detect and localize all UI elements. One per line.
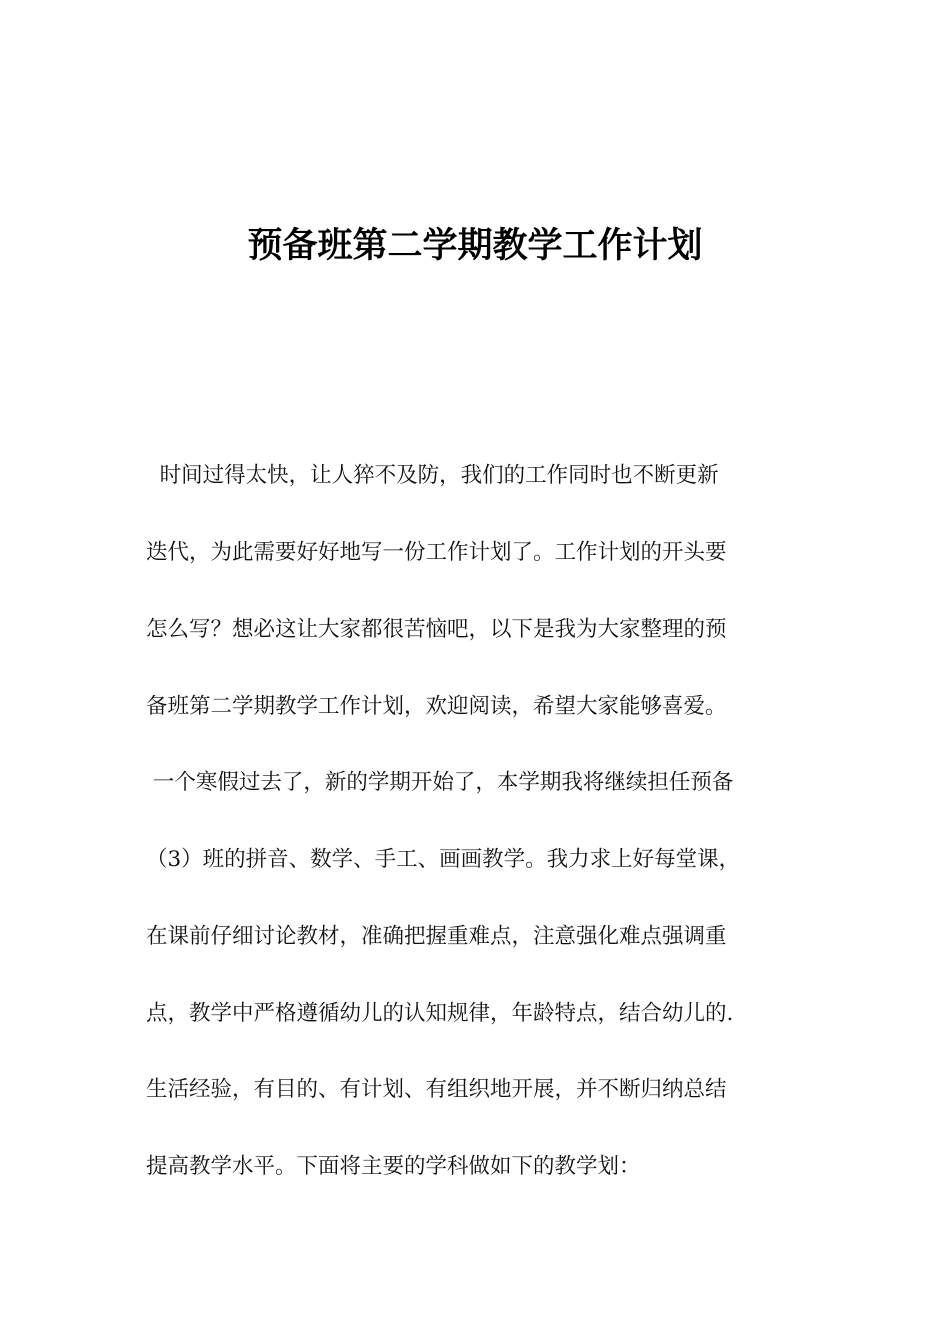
body-line: 迭代，为此需要好好地写一份工作计划了。工作计划的开头要 [146,540,727,565]
body-line: 一个寒假过去了，新的学期开始了，本学期我将继续担任预备 [146,770,734,795]
body-line: 备班第二学期教学工作计划，欢迎阅读，希望大家能够喜爱。 [146,694,727,719]
body-line: 怎么写？想必这让大家都很苦恼吧，以下是我为大家整理的预 [146,617,727,642]
body-line: 点，教学中严格遵循幼儿的认知规律，年龄特点，结合幼儿的. [146,1001,734,1026]
body-line: 提高教学水平。下面将主要的学科做如下的教学划： [146,1154,641,1179]
body-line: 时间过得太快，让人猝不及防，我们的工作同时也不断更新 [146,463,719,488]
body-line: 在课前仔细讨论教材，准确把握重难点，注意强化难点强调重 [146,924,727,949]
body-line: （3）班的拼音、数学、手工、画画教学。我力求上好每堂课， [146,847,741,872]
body-line: 生活经验，有目的、有计划、有组织地开展，并不断归纳总结 [146,1077,727,1102]
document-title: 预备班第二学期教学工作计划 [247,226,703,266]
